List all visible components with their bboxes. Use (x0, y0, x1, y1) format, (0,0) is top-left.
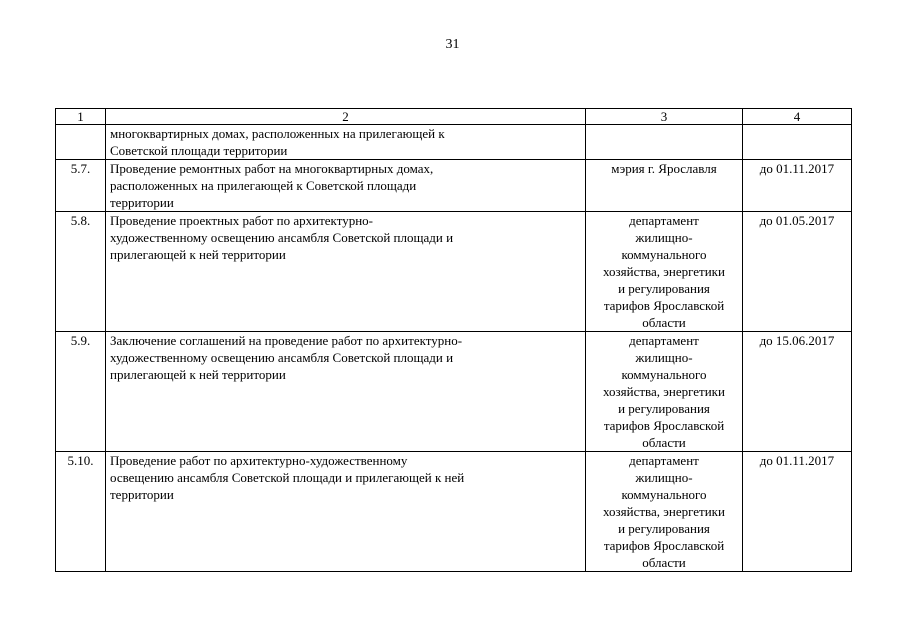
row-deadline: до 15.06.2017 (743, 332, 852, 452)
row-deadline: до 01.11.2017 (743, 452, 852, 572)
row-responsible: мэрия г. Ярославля (586, 160, 743, 212)
row-responsible: департамент жилищно- коммунального хозяйства, энергетики и регулирования тарифов Ярославской области (586, 332, 743, 452)
table-row (56, 212, 852, 332)
header-cell-1: 1 (56, 109, 106, 125)
row-description: многоквартирных домах, расположенных на прилегающей к Советской площади территории (106, 125, 586, 160)
row-deadline (743, 125, 852, 160)
table-row (56, 452, 852, 572)
row-number: 5.10. (56, 452, 106, 572)
table-row (56, 332, 852, 452)
table-header-row (56, 109, 852, 125)
row-responsible: департамент жилищно- коммунального хозяйства, энергетики и регулирования тарифов Ярославской области (586, 452, 743, 572)
row-deadline: до 01.05.2017 (743, 212, 852, 332)
row-responsible (586, 125, 743, 160)
row-deadline: до 01.11.2017 (743, 160, 852, 212)
row-description: Проведение работ по архитектурно-художественному освещению ансамбля Советской площади и прилегающей к ней территории (106, 452, 586, 572)
header-cell-2: 2 (106, 109, 586, 125)
row-number: 5.9. (56, 332, 106, 452)
row-number (56, 125, 106, 160)
row-description: Заключение соглашений на проведение работ по архитектурно- художественному освещению ансамбля Советской площади и прилегающей к ней территории (106, 332, 586, 452)
row-responsible: департамент жилищно- коммунального хозяйства, энергетики и регулирования тарифов Ярославской области (586, 212, 743, 332)
row-number: 5.7. (56, 160, 106, 212)
action-plan-table (55, 108, 852, 572)
header-cell-4: 4 (743, 109, 852, 125)
table-row (56, 160, 852, 212)
row-description: Проведение проектных работ по архитектурно- художественному освещению ансамбля Советской площади и прилегающей к ней территории (106, 212, 586, 332)
row-number: 5.8. (56, 212, 106, 332)
row-description: Проведение ремонтных работ на многоквартирных домах, расположенных на прилегающей к Советской площади территории (106, 160, 586, 212)
header-cell-3: 3 (586, 109, 743, 125)
table-row (56, 125, 852, 160)
page-number: 31 (445, 37, 460, 52)
